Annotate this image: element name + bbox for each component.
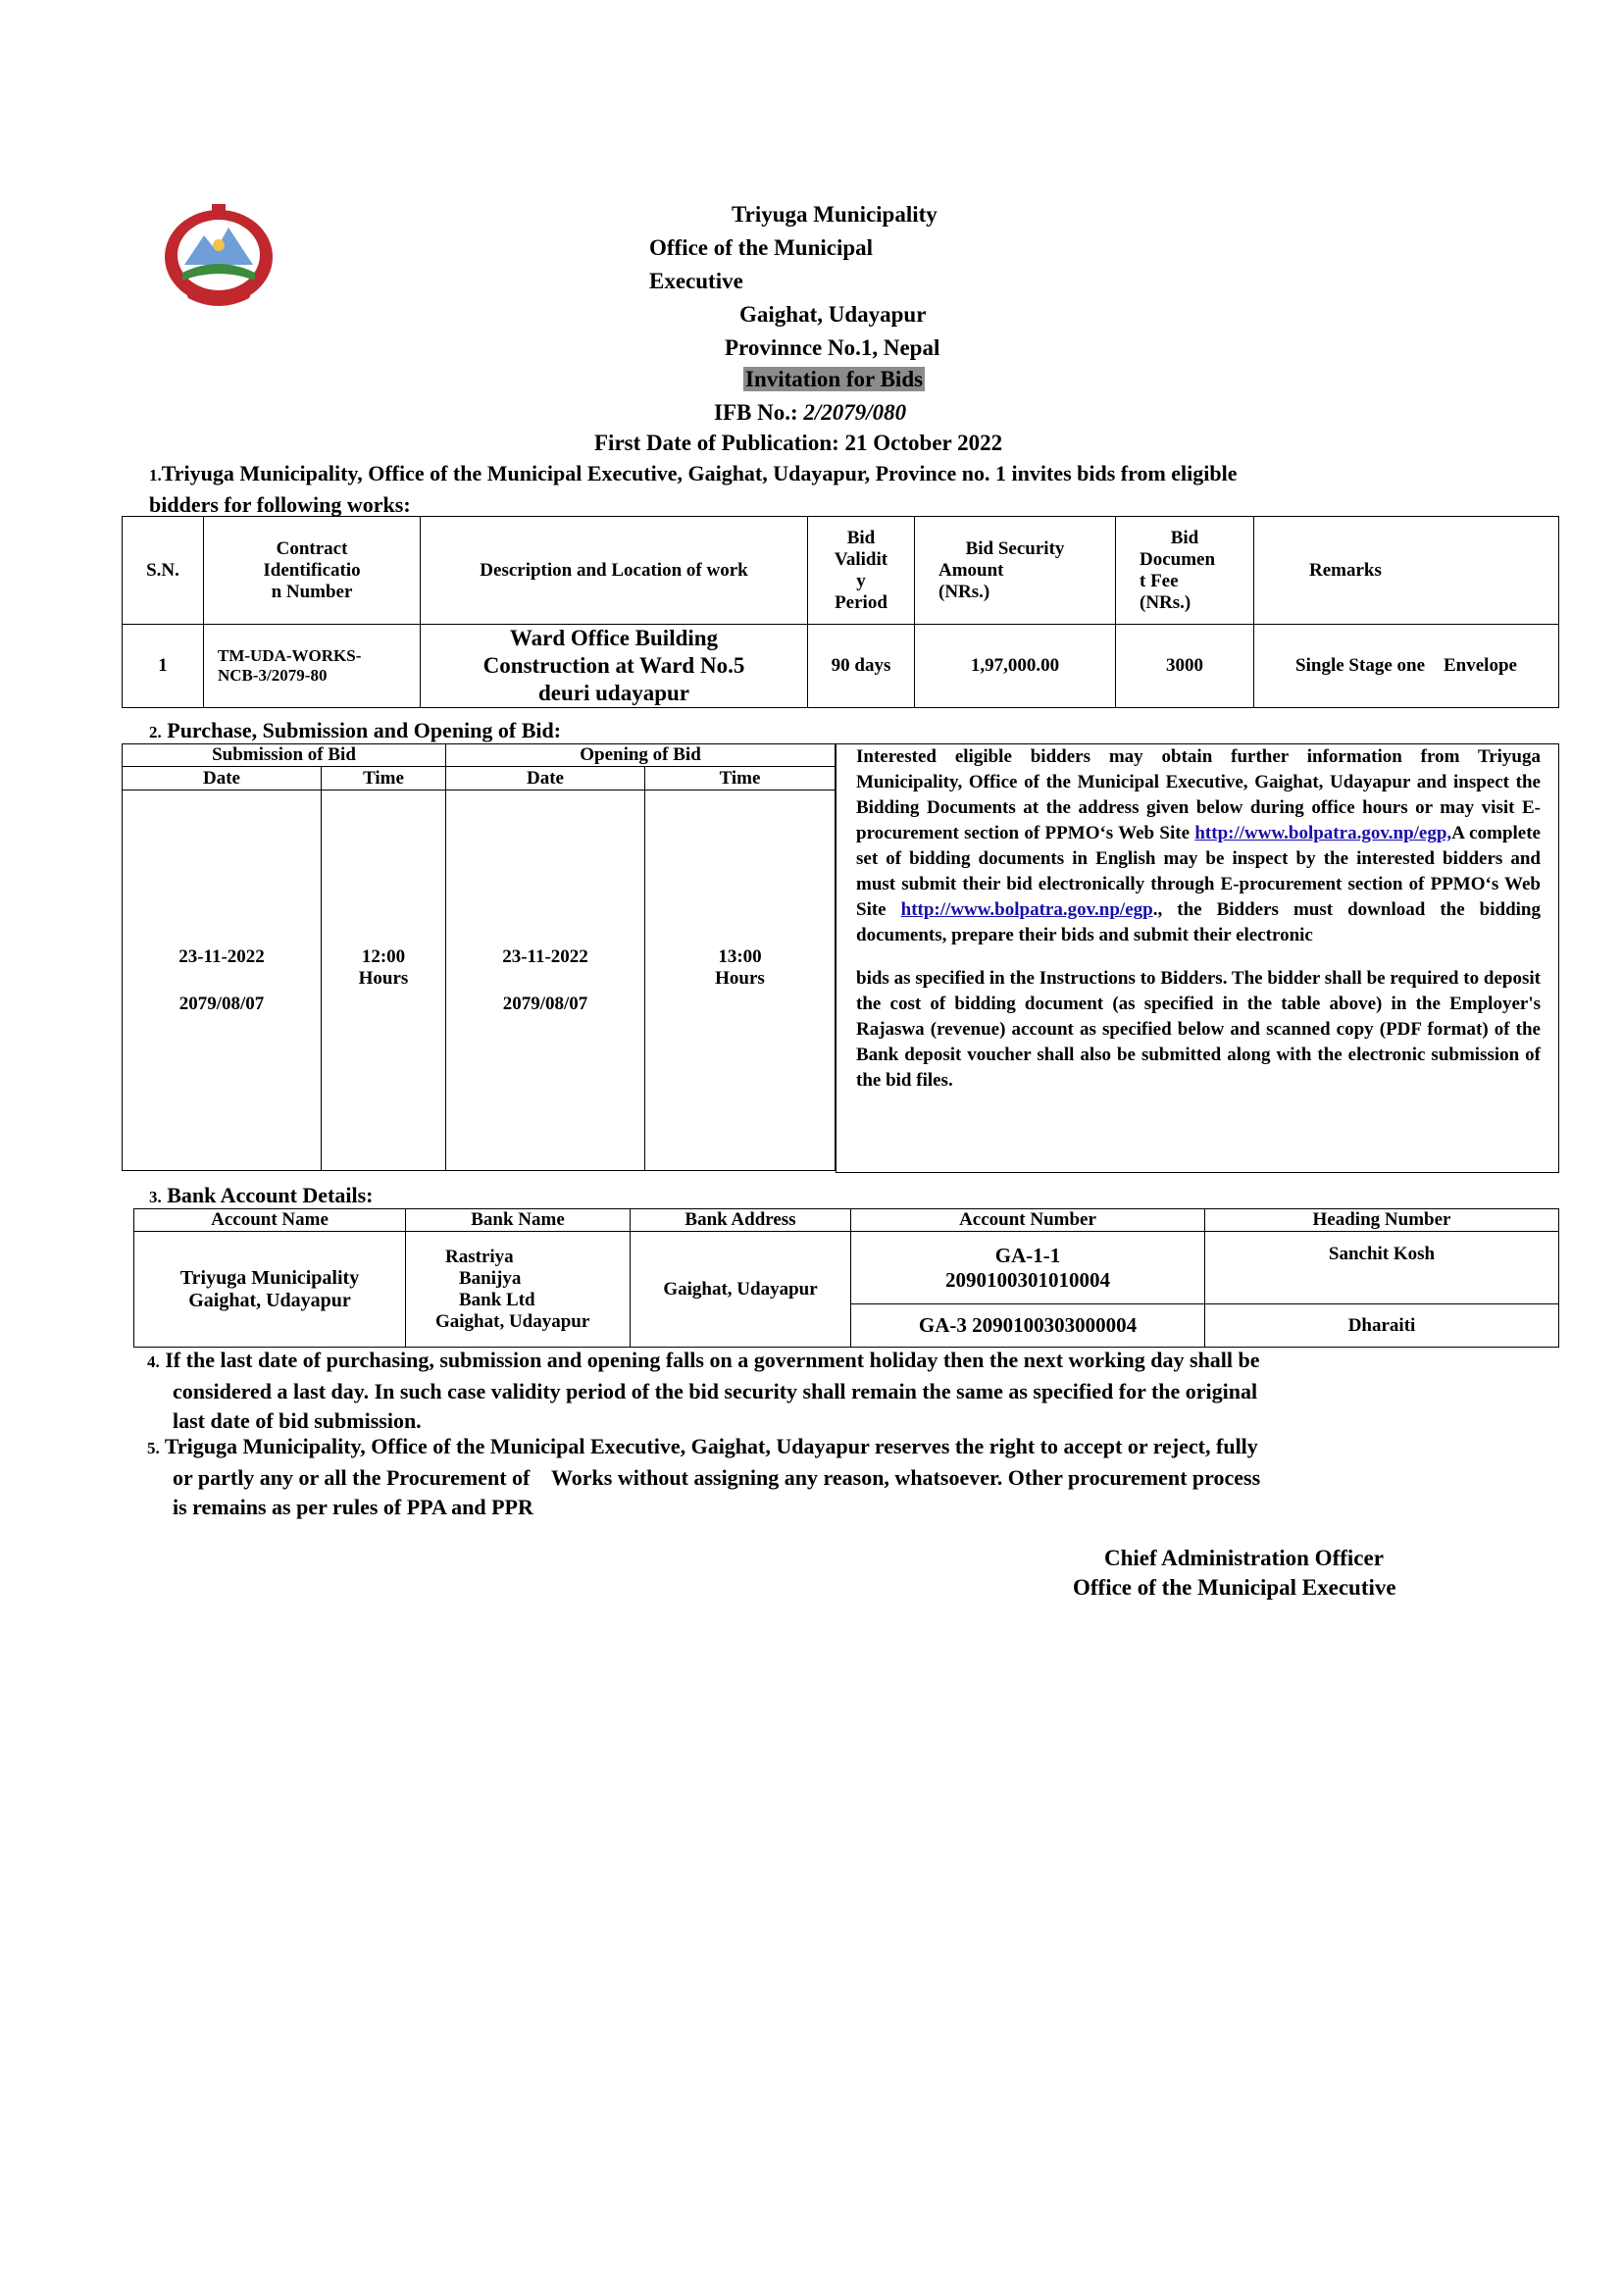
bank-address-header: Bank Address — [631, 1209, 851, 1232]
address: Gaighat, Udayapur — [739, 302, 927, 327]
sub-date-cell: 23-11-2022 2079/08/07 — [123, 791, 322, 1171]
account-number-2: GA-3 2090100303000004 — [851, 1304, 1205, 1348]
sn-cell: 1 — [123, 625, 204, 708]
org-name: Triyuga Municipality — [732, 202, 938, 227]
fee-cell: 3000 — [1116, 625, 1254, 708]
account-number-1: GA-1-1 2090100301010004 — [851, 1232, 1205, 1304]
validity-cell: 90 days — [808, 625, 915, 708]
municipality-emblem — [155, 196, 282, 314]
section-1-intro: 1.Triyuga Municipality, Office of the Municipal Executive, Gaighat, Udayapur, Province no. 1 invites bids from eligible bidders for following works: — [149, 461, 1238, 517]
sub-time-header: Time — [322, 767, 446, 791]
section-2-title: 2. Purchase, Submission and Opening of Bid: — [149, 718, 562, 742]
fee-header: Bid Documen t Fee (NRs.) — [1116, 517, 1254, 625]
bank-row-1 — [134, 1232, 1559, 1304]
notice-title: Invitation for Bids — [745, 367, 924, 391]
bank-account-table — [133, 1208, 1559, 1348]
validity-header: Bid Validit y Period — [808, 517, 915, 625]
heading-number-1: Sanchit Kosh — [1205, 1232, 1559, 1304]
bid-schedule-table — [122, 743, 836, 1171]
info-text-3: ., the Bidders must download the bidding documents, prepare their bids and submit their electronic — [856, 899, 1541, 945]
bank-header-row — [134, 1209, 1559, 1232]
signature-title: Chief Administration Officer — [1104, 1546, 1384, 1570]
egp-link-2[interactable]: http://www.bolpatra.gov.np/egp — [900, 899, 1153, 920]
egp-link-1[interactable]: http://www.bolpatra.gov.np/egp, — [1194, 823, 1452, 843]
remarks-header: Remarks — [1254, 517, 1559, 625]
works-row — [123, 625, 1559, 708]
office-line-2: Executive — [649, 269, 743, 293]
security-header: Bid Security Amount (NRs.) — [915, 517, 1116, 625]
works-header-row — [123, 517, 1559, 625]
account-name-cell: Triyuga Municipality Gaighat, Udayapur — [134, 1232, 406, 1348]
works-table — [122, 516, 1559, 708]
sub-date-header: Date — [123, 767, 322, 791]
heading-number-header: Heading Number — [1205, 1209, 1559, 1232]
open-date-cell: 23-11-2022 2079/08/07 — [446, 791, 645, 1171]
submission-header: Submission of Bid — [123, 744, 446, 767]
open-time-cell: 13:00 Hours — [645, 791, 836, 1171]
heading-number-2: Dharaiti — [1205, 1304, 1559, 1348]
opening-header: Opening of Bid — [446, 744, 836, 767]
bank-name-cell: Rastriya Banijya Bank Ltd Gaighat, Udayapur — [406, 1232, 631, 1348]
remarks-cell: Single Stage one Envelope — [1254, 625, 1559, 708]
contract-cell: TM-UDA-WORKS- NCB-3/2079-80 — [204, 625, 421, 708]
signature-office: Office of the Municipal Executive — [1073, 1575, 1396, 1600]
sub-time-cell: 12:00 Hours — [322, 791, 446, 1171]
info-text-2: A complete set of bidding documents in English may be inspect by the interested bidders and must submit their bid electronically through E-procurement section of PPMO‘s Web Site — [856, 823, 1541, 920]
account-name-header: Account Name — [134, 1209, 406, 1232]
ifb-number: IFB No.: 2/2079/080 — [714, 400, 907, 425]
bank-name-header: Bank Name — [406, 1209, 631, 1232]
description-cell: Ward Office Building Construction at Ward No.5 deuri udayapur — [421, 625, 808, 708]
bid-info-box — [836, 743, 1559, 1173]
info-text-4: bids as specified in the Instructions to Bidders. The bidder shall be required to deposit the cost of bidding document (as specified in the table above) in the Employer's Rajaswa (revenue) account as specified below and scanned copy (PDF format) of the Bank deposit voucher shall also be submitted along with the electronic submission of the bid files. — [856, 968, 1541, 1091]
section-3-title: 3. Bank Account Details: — [149, 1183, 374, 1207]
account-number-header: Account Number — [851, 1209, 1205, 1232]
section-5: 5. Triguga Municipality, Office of the Municipal Executive, Gaighat, Udayapur reserves the right to accept or reject, fully or partly any or all the Procurement of Works without assigning any reason, whatsoever. Other procurement process is remains as per rules of PPA and PPR — [147, 1434, 1261, 1519]
publication-date: First Date of Publication: 21 October 2022 — [594, 431, 1003, 455]
bank-address-cell: Gaighat, Udayapur — [631, 1232, 851, 1348]
office-line-1: Office of the Municipal — [649, 235, 874, 260]
security-cell: 1,97,000.00 — [915, 625, 1116, 708]
open-time-header: Time — [645, 767, 836, 791]
sn-header: S.N. — [123, 517, 204, 625]
bid-schedule-row — [123, 791, 836, 1171]
description-header: Description and Location of work — [421, 517, 808, 625]
info-text-1: Interested eligible bidders may obtain further information from Triyuga Municipality, Office of the Municipal Executive, Gaighat, Udayapur and inspect the Bidding Documents at the address given below during office hours or may visit E-procurement section of PPMO‘s Web Site — [856, 746, 1541, 843]
contract-header: Contract Identificatio n Number — [204, 517, 421, 625]
open-date-header: Date — [446, 767, 645, 791]
province: Provinnce No.1, Nepal — [725, 335, 940, 360]
section-4: 4. If the last date of purchasing, submission and opening falls on a government holiday then the next working day shall be considered a last day. In such case validity period of the bid security shall remain the same as specified for the original last date of bid submission. — [147, 1348, 1260, 1433]
